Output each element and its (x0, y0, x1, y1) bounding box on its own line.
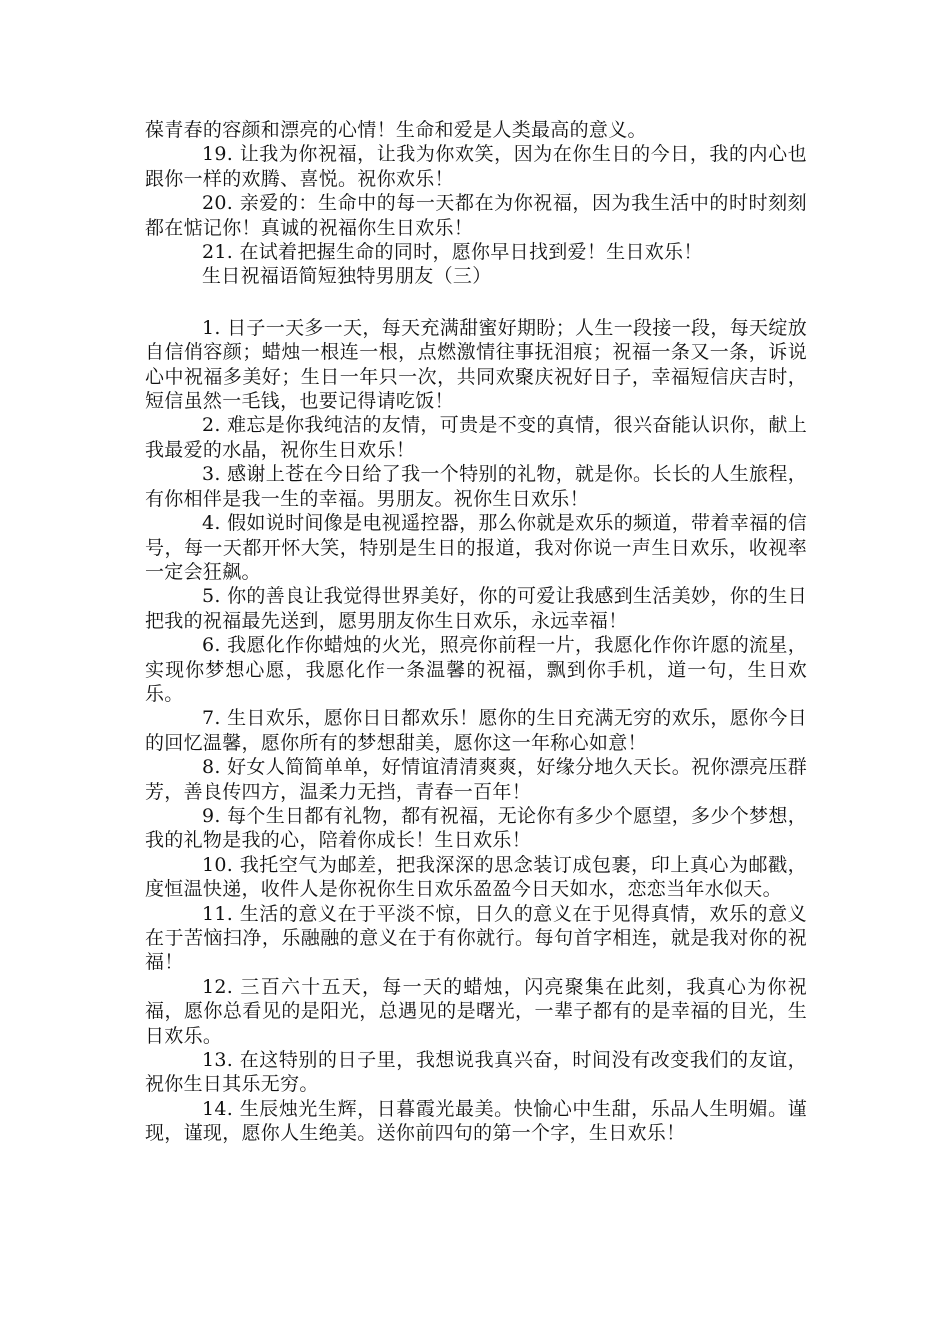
paragraph: 6. 我愿化作你蜡烛的火光，照亮你前程一片，我愿化作你许愿的流星，实现你梦想心愿，我愿化作一条温馨的祝福，飘到你手机，道一句，生日欢乐。 (145, 634, 807, 705)
paragraphs-before (145, 118, 807, 289)
paragraph: 21. 在试着把握生命的同时，愿你早日找到爱！生日欢乐！ (202, 241, 703, 264)
paragraph: 8. 好女人简简单单，好情谊清清爽爽，好缘分地久天长。祝你漂亮压群芳，善良传四方，温柔力无挡，青春一百年！ (145, 756, 807, 803)
section-heading: 生日祝福语简短独特男朋友（三） (202, 265, 492, 288)
paragraph: 7. 生日欢乐，愿你日日都欢乐！愿你的生日充满无穷的欢乐，愿你今日的回忆温馨，愿你所有的梦想甜美，愿你这一年称心如意！ (145, 707, 807, 754)
paragraph: 1. 日子一天多一天，每天充满甜蜜好期盼；人生一段接一段，每天绽放自信俏容颜；蜡烛一根连一根，点燃激情往事抚泪痕；祝福一条又一条，诉说心中祝福多美好；生日一年只一次，共同欢聚庆祝好日子，幸福短信庆吉时，短信虽然一毛钱，也要记得请吃饭！ (145, 316, 807, 413)
blank-line (145, 289, 807, 316)
paragraph: 12. 三百六十五天，每一天的蜡烛，闪亮聚集在此刻，我真心为你祝福，愿你总看见的是阳光，总遇见的是曙光，一辈子都有的是幸福的目光，生日欢乐。 (145, 975, 807, 1047)
paragraph: 19. 让我为你祝福，让我为你欢笑，因为在你生日的今日，我的内心也跟你一样的欢腾、喜悦。祝你欢乐！ (145, 143, 807, 190)
paragraph: 2. 难忘是你我纯洁的友情，可贵是不变的真情，很兴奋能认识你，献上我最爱的水晶，祝你生日欢乐！ (145, 414, 807, 461)
paragraph: 20. 亲爱的：生命中的每一天都在为你祝福，因为我生活中的时时刻刻都在惦记你！真诚的祝福你生日欢乐！ (145, 192, 807, 239)
paragraphs-after (145, 316, 807, 1146)
paragraph: 13. 在这特别的日子里，我想说我真兴奋，时间没有改变我们的友谊，祝你生日其乐无穷。 (145, 1049, 807, 1096)
paragraph: 3. 感谢上苍在今日给了我一个特别的礼物，就是你。长长的人生旅程，有你相伴是我一生的幸福。男朋友。祝你生日欢乐！ (145, 463, 807, 510)
paragraph: 10. 我托空气为邮差，把我深深的思念装订成包裹，印上真心为邮戳，度恒温快递，收件人是你祝你生日欢乐盈盈今日天如水，恋恋当年水似天。 (145, 853, 807, 901)
paragraph: 14. 生辰烛光生辉，日暮霞光最美。快愉心中生甜，乐品人生明媚。谨现，谨现，愿你人生绝美。送你前四句的第一个字，生日欢乐！ (145, 1097, 807, 1145)
paragraph: 葆青春的容颜和漂亮的心情！生命和爱是人类最高的意义。 (145, 119, 647, 141)
paragraph: 4. 假如说时间像是电视遥控器，那么你就是欢乐的频道，带着幸福的信号，每一天都开怀大笑，特别是生日的报道，我对你说一声生日欢乐，收视率一定会狂飙。 (145, 512, 807, 583)
paragraph: 11. 生活的意义在于平淡不惊，日久的意义在于见得真情，欢乐的意义在于苦恼扫净，乐融融的意义在于有你就行。每句首字相连，就是我对你的祝福！ (145, 902, 807, 974)
paragraph: 9. 每个生日都有礼物，都有祝福，无论你有多少个愿望，多少个梦想，我的礼物是我的心，陪着你成长！生日欢乐！ (145, 804, 807, 852)
paragraph: 5. 你的善良让我觉得世界美好，你的可爱让我感到生活美妙，你的生日把我的祝福最先送到，愿男朋友你生日欢乐，永远幸福！ (145, 585, 807, 632)
document-page (145, 118, 807, 1146)
